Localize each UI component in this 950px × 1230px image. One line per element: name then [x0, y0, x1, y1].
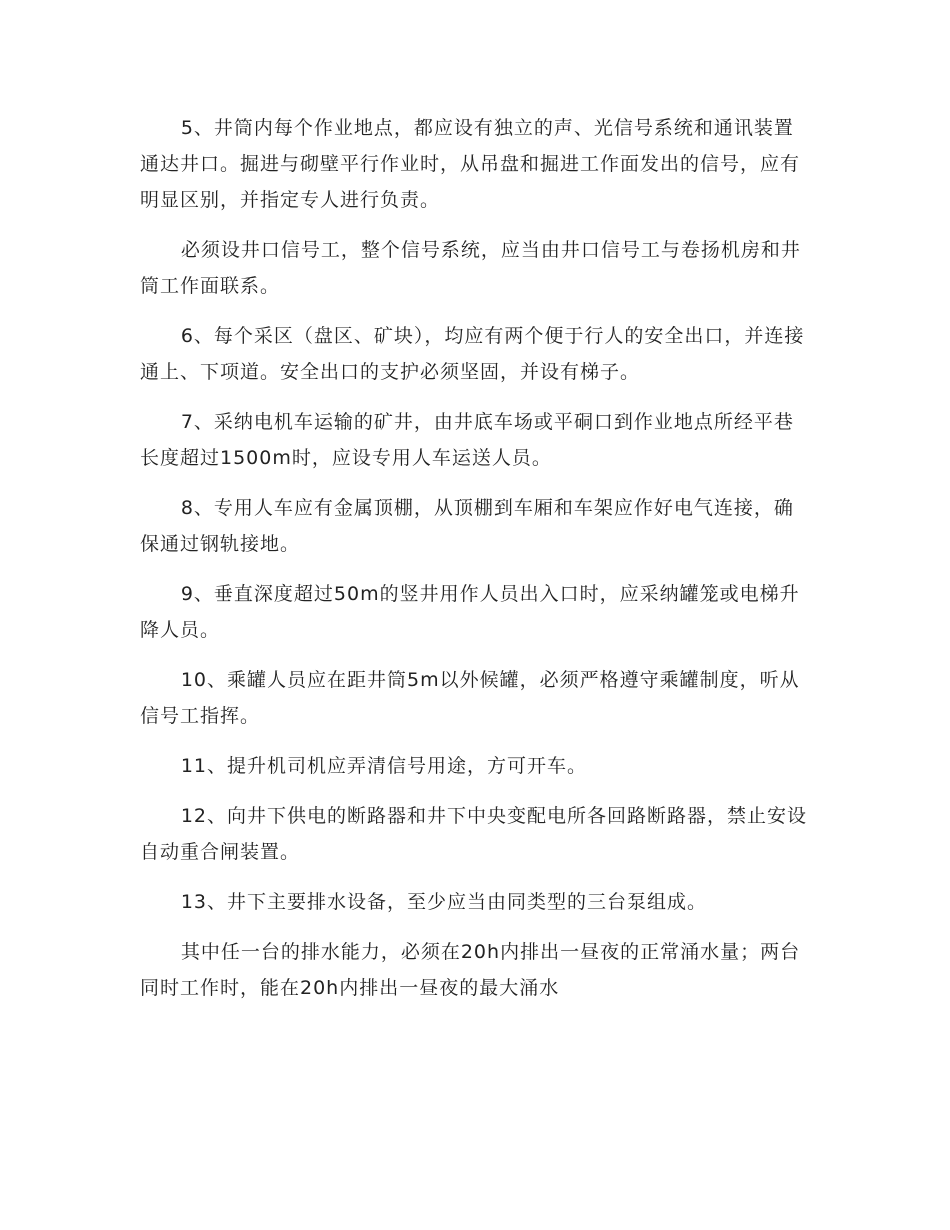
paragraph-5: 5、井筒内每个作业地点，都应设有独立的声、光信号系统和通讯装置通达井口。掘进与砌壁平行作业时，从吊盘和掘进工作面发出的信号，应有明显区别，并指定专人进行负责。: [140, 117, 801, 211]
paragraph-drainage-capacity: 其中任一台的排水能力，必须在20h内排出一昼夜的正常涌水量；两台同时工作时，能在20h内排出一昼夜的最大涌水: [140, 941, 801, 999]
paragraph-10: 10、乘罐人员应在距井筒5m以外候罐，必须严格遵守乘罐制度，听从信号工指挥。: [140, 669, 800, 727]
paragraph-6: 6、每个采区（盘区、矿块），均应有两个便于行人的安全出口，并连接通上、下项道。安全出口的支护必须坚固，并设有梯子。: [140, 325, 805, 383]
paragraph-8: 8、专用人车应有金属顶棚，从顶棚到车厢和车架应作好电气连接，确保通过钢轨接地。: [140, 497, 794, 555]
paragraph-12: 12、向井下供电的断路器和井下中央变配电所各回路断路器，禁止安设自动重合闸装置。: [140, 805, 808, 863]
document-body: [140, 110, 810, 1020]
paragraph-9: 9、垂直深度超过50m的竖井用作人员出入口时，应采纳罐笼或电梯升降人员。: [140, 583, 800, 641]
paragraph-11: 11、提升机司机应弄清信号用途，方可开车。: [180, 755, 588, 777]
paragraph-signal-worker: 必须设井口信号工，整个信号系统，应当由井口信号工与卷扬机房和井筒工作面联系。: [140, 239, 801, 297]
paragraph-7: 7、采纳电机车运输的矿井，由井底车场或平硐口到作业地点所经平巷长度超过1500m时，应设专用人车运送人员。: [140, 411, 794, 469]
paragraph-13: 13、井下主要排水设备，至少应当由同类型的三台泵组成。: [180, 891, 708, 913]
